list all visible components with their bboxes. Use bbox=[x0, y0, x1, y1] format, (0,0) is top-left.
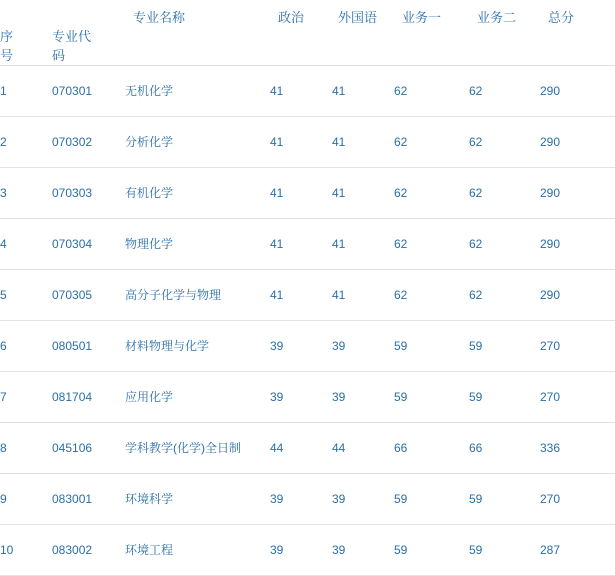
cell-total: 336 bbox=[540, 423, 615, 474]
cell-business-two: 59 bbox=[469, 372, 540, 423]
cell-business-two: 59 bbox=[469, 525, 540, 576]
cell-politics: 41 bbox=[270, 117, 332, 168]
cell-major-name: 高分子化学与物理 bbox=[125, 270, 270, 321]
cell-total: 290 bbox=[540, 66, 615, 117]
column-header-major-name bbox=[125, 0, 270, 66]
cell-politics: 41 bbox=[270, 168, 332, 219]
cell-major-name: 物理化学 bbox=[125, 219, 270, 270]
cell-total: 290 bbox=[540, 168, 615, 219]
column-header-major-code-line1: 专业代 bbox=[52, 29, 92, 44]
cell-index: 6 bbox=[0, 321, 52, 372]
cell-major-code: 081704 bbox=[52, 372, 125, 423]
cell-index: 5 bbox=[0, 270, 52, 321]
cell-total: 270 bbox=[540, 372, 615, 423]
cell-politics: 39 bbox=[270, 372, 332, 423]
cell-major-name: 应用化学 bbox=[125, 372, 270, 423]
cell-major-code: 045106 bbox=[52, 423, 125, 474]
cell-foreign-language: 39 bbox=[332, 321, 394, 372]
cell-major-code: 083002 bbox=[52, 525, 125, 576]
column-header-politics-label: 政治 bbox=[278, 10, 305, 25]
table-row bbox=[0, 474, 615, 525]
cell-index: 4 bbox=[0, 219, 52, 270]
cell-business-one: 59 bbox=[394, 474, 469, 525]
column-header-index-line1: 序 bbox=[0, 29, 14, 44]
cell-business-two: 66 bbox=[469, 423, 540, 474]
cell-business-one: 59 bbox=[394, 372, 469, 423]
cell-politics: 41 bbox=[270, 219, 332, 270]
table-row bbox=[0, 525, 615, 576]
cell-politics: 41 bbox=[270, 66, 332, 117]
cell-business-two: 62 bbox=[469, 66, 540, 117]
cell-foreign-language: 41 bbox=[332, 219, 394, 270]
column-header-major-code-line2: 码 bbox=[52, 48, 66, 63]
cell-major-name: 环境工程 bbox=[125, 525, 270, 576]
column-header-politics bbox=[270, 0, 332, 66]
cell-politics: 44 bbox=[270, 423, 332, 474]
cell-major-name: 学科教学(化学)全日制 bbox=[125, 423, 270, 474]
cell-politics: 39 bbox=[270, 321, 332, 372]
cell-foreign-language: 39 bbox=[332, 372, 394, 423]
cell-foreign-language: 41 bbox=[332, 117, 394, 168]
table-header bbox=[0, 0, 615, 66]
cell-foreign-language: 39 bbox=[332, 474, 394, 525]
cell-business-one: 66 bbox=[394, 423, 469, 474]
cell-politics: 39 bbox=[270, 525, 332, 576]
column-header-total bbox=[540, 0, 615, 66]
cell-major-name: 分析化学 bbox=[125, 117, 270, 168]
cell-business-two: 62 bbox=[469, 270, 540, 321]
column-header-business-two bbox=[469, 0, 540, 66]
cell-total: 287 bbox=[540, 525, 615, 576]
column-header-index-line2: 号 bbox=[0, 48, 14, 63]
cell-index: 10 bbox=[0, 525, 52, 576]
cell-business-two: 59 bbox=[469, 321, 540, 372]
cell-business-one: 62 bbox=[394, 168, 469, 219]
cell-total: 270 bbox=[540, 321, 615, 372]
column-header-business-one bbox=[394, 0, 469, 66]
cell-total: 290 bbox=[540, 219, 615, 270]
cell-major-code: 070304 bbox=[52, 219, 125, 270]
table-row bbox=[0, 270, 615, 321]
cell-business-one: 62 bbox=[394, 219, 469, 270]
column-header-foreign-language bbox=[332, 0, 394, 66]
cell-major-code: 070301 bbox=[52, 66, 125, 117]
cell-major-name: 材料物理与化学 bbox=[125, 321, 270, 372]
cell-politics: 39 bbox=[270, 474, 332, 525]
cell-foreign-language: 44 bbox=[332, 423, 394, 474]
cell-total: 290 bbox=[540, 270, 615, 321]
table-row bbox=[0, 117, 615, 168]
column-header-business-one-label: 业务一 bbox=[402, 10, 442, 25]
table-row bbox=[0, 168, 615, 219]
cell-index: 1 bbox=[0, 66, 52, 117]
table-body bbox=[0, 66, 615, 576]
cell-foreign-language: 39 bbox=[332, 525, 394, 576]
cell-major-name: 无机化学 bbox=[125, 66, 270, 117]
cell-major-code: 083001 bbox=[52, 474, 125, 525]
cell-business-one: 59 bbox=[394, 321, 469, 372]
cell-major-code: 070305 bbox=[52, 270, 125, 321]
column-header-foreign-language-label: 外国语 bbox=[338, 10, 378, 25]
table-row bbox=[0, 66, 615, 117]
cell-index: 7 bbox=[0, 372, 52, 423]
cell-business-one: 59 bbox=[394, 525, 469, 576]
cell-major-name: 环境科学 bbox=[125, 474, 270, 525]
cell-foreign-language: 41 bbox=[332, 66, 394, 117]
table-row bbox=[0, 372, 615, 423]
column-header-total-label: 总分 bbox=[548, 10, 575, 25]
cell-major-code: 080501 bbox=[52, 321, 125, 372]
table-row bbox=[0, 423, 615, 474]
cell-total: 290 bbox=[540, 117, 615, 168]
column-header-major-name-label: 专业名称 bbox=[133, 10, 186, 25]
cell-index: 8 bbox=[0, 423, 52, 474]
cell-major-code: 070303 bbox=[52, 168, 125, 219]
cell-index: 9 bbox=[0, 474, 52, 525]
table-row bbox=[0, 219, 615, 270]
cell-business-one: 62 bbox=[394, 66, 469, 117]
cell-major-name: 有机化学 bbox=[125, 168, 270, 219]
column-header-index bbox=[0, 0, 52, 66]
cell-major-code: 070302 bbox=[52, 117, 125, 168]
cell-index: 3 bbox=[0, 168, 52, 219]
cell-foreign-language: 41 bbox=[332, 168, 394, 219]
cell-business-two: 62 bbox=[469, 117, 540, 168]
cell-business-two: 62 bbox=[469, 219, 540, 270]
cell-business-two: 59 bbox=[469, 474, 540, 525]
cell-business-two: 62 bbox=[469, 168, 540, 219]
cell-business-one: 62 bbox=[394, 117, 469, 168]
column-header-business-two-label: 业务二 bbox=[477, 10, 517, 25]
cell-politics: 41 bbox=[270, 270, 332, 321]
cell-total: 270 bbox=[540, 474, 615, 525]
column-header-major-code bbox=[52, 0, 125, 66]
cell-business-one: 62 bbox=[394, 270, 469, 321]
cell-index: 2 bbox=[0, 117, 52, 168]
table-row bbox=[0, 321, 615, 372]
cell-foreign-language: 41 bbox=[332, 270, 394, 321]
table-header-row bbox=[0, 0, 615, 66]
